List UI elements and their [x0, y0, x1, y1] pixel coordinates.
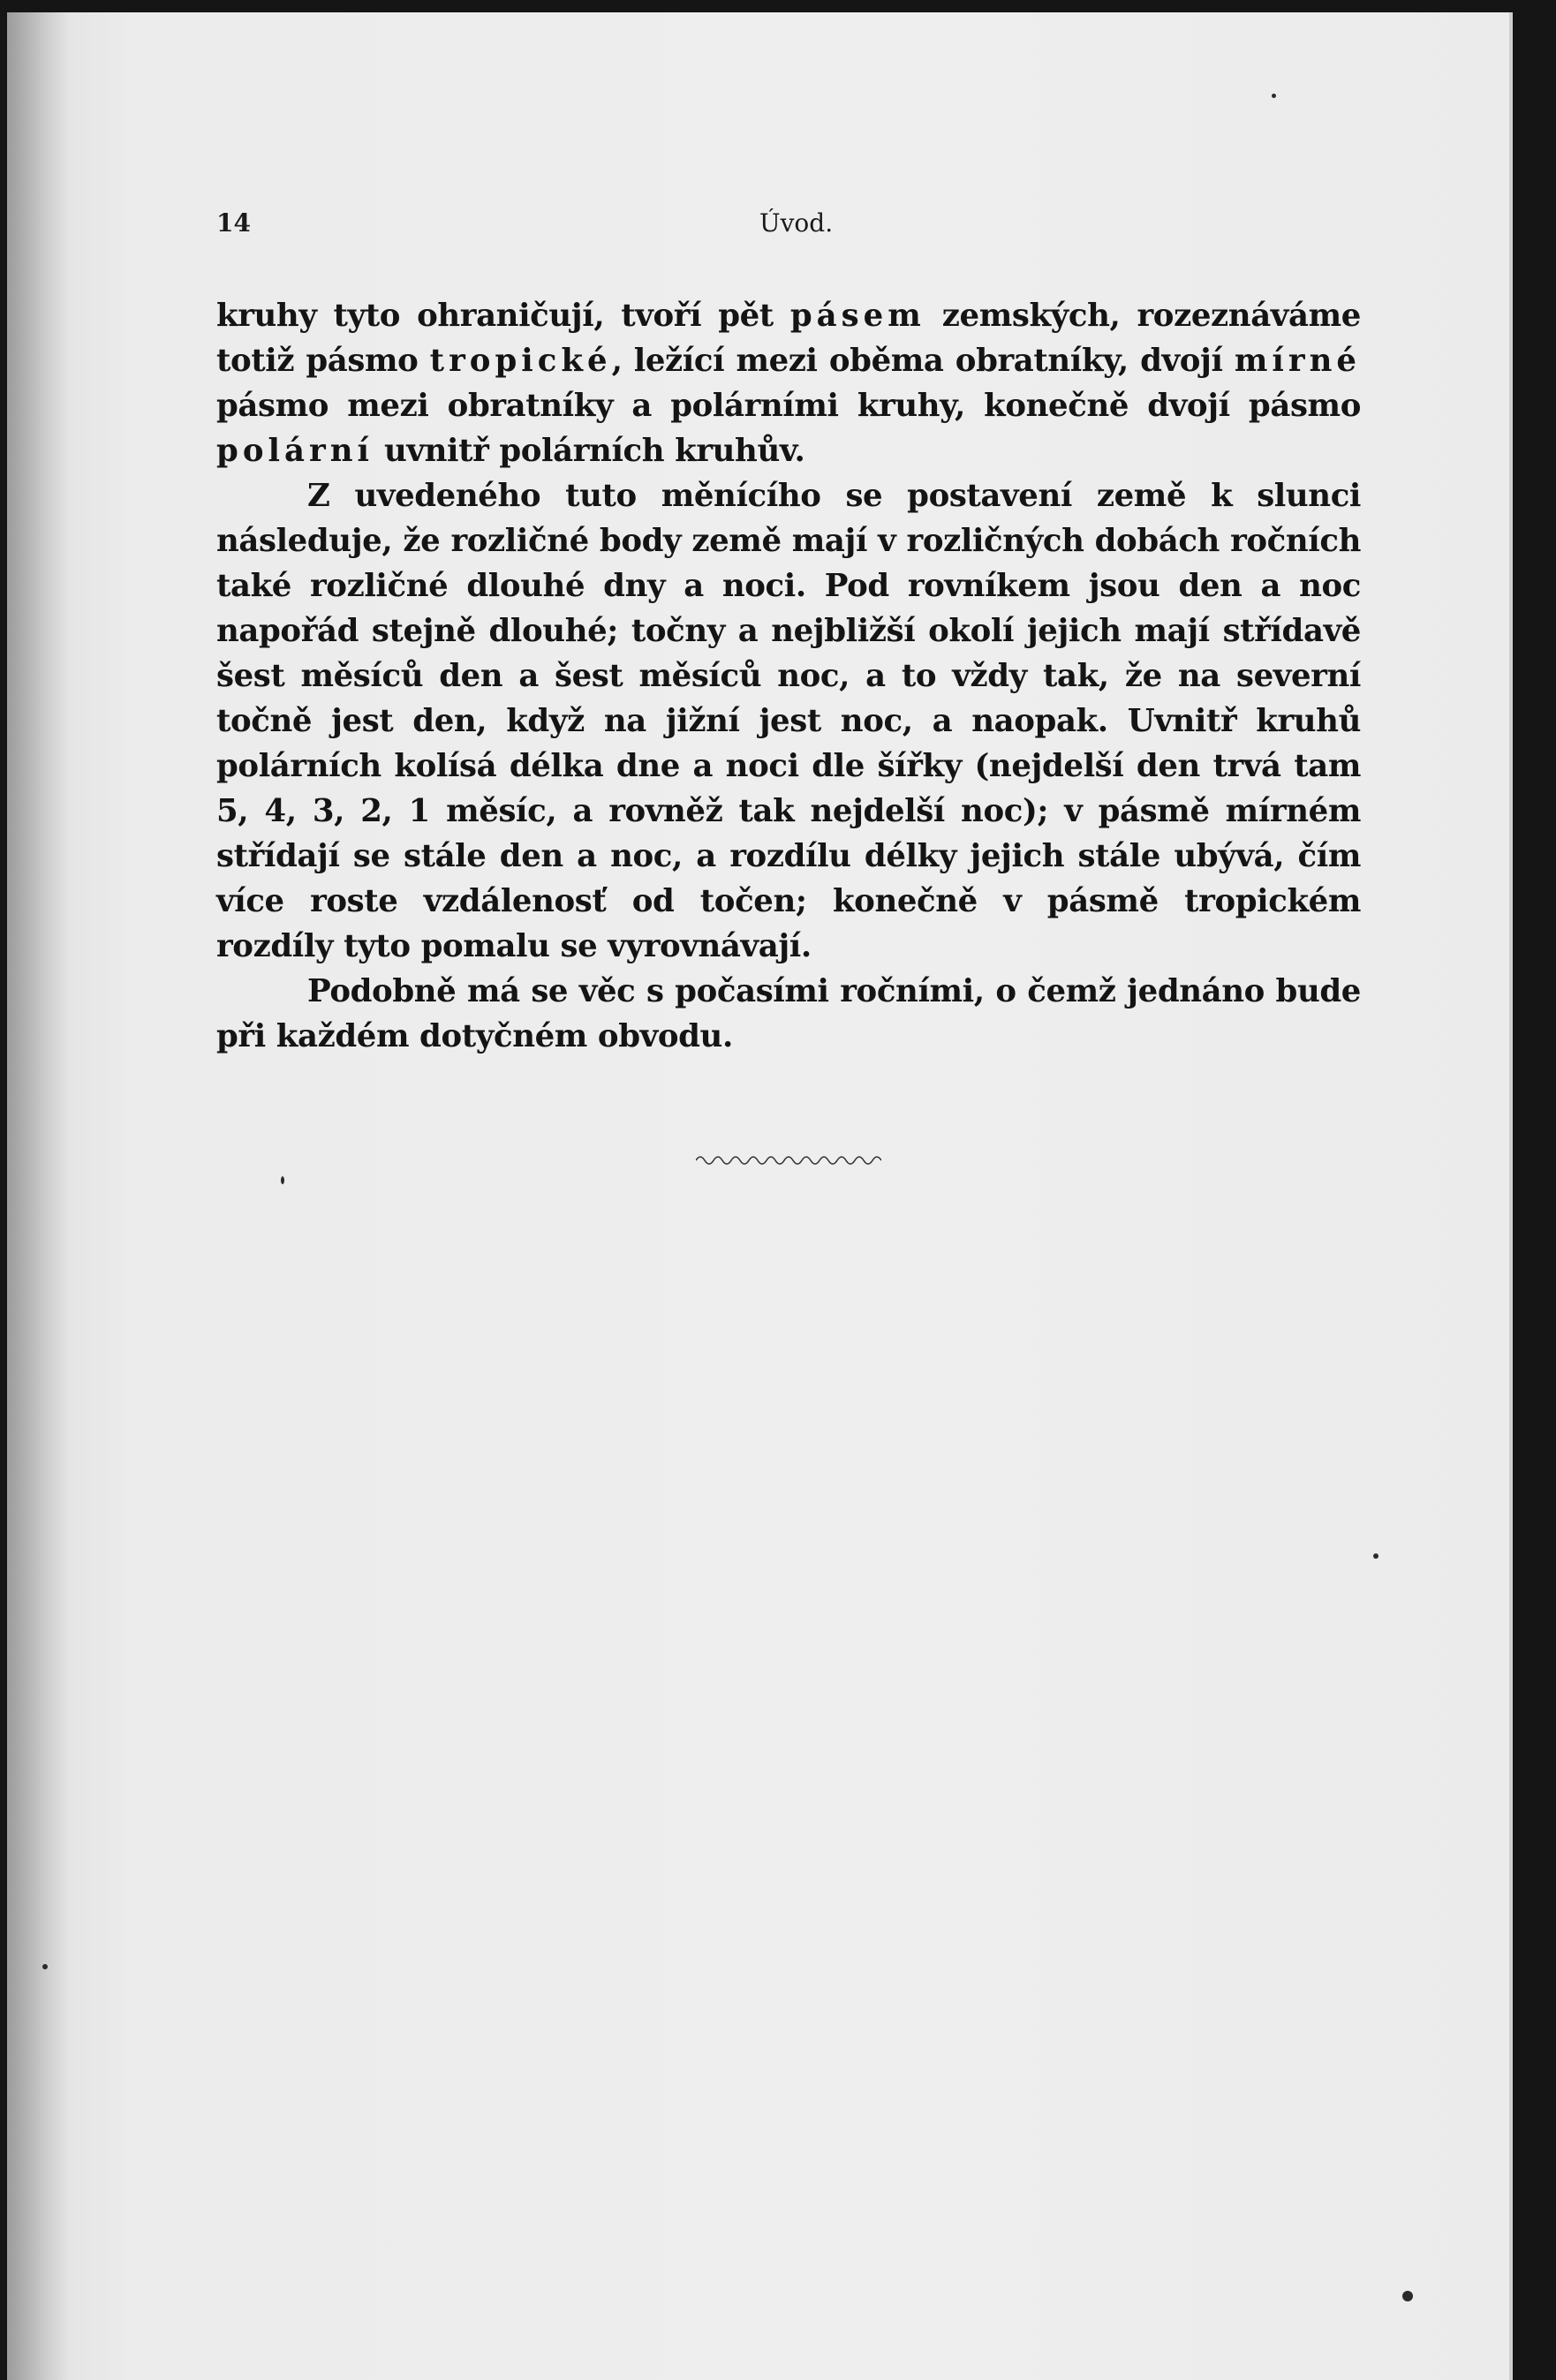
- page-header: [216, 208, 1361, 244]
- page-number: 14: [216, 208, 251, 238]
- text-segment: uvnitř polárních kruhův.: [374, 433, 805, 469]
- text-segment: pásmo mezi obratníky a polárními kruhy, konečně dvojí pásmo: [216, 388, 1361, 424]
- body-text: [216, 293, 1361, 1059]
- paragraph-seasons: Podobně má se věc s počasími ročními, o čemž jednáno bude při každém dotyčném obvodu.: [216, 973, 1361, 1054]
- paragraph-zones: [216, 293, 1361, 473]
- print-speck: [1402, 2291, 1413, 2301]
- emphasis-tropicke: tropické: [429, 343, 612, 379]
- text-segment: kruhy tyto ohraničují, tvoří pět: [216, 298, 790, 334]
- book-page: [7, 12, 1513, 2380]
- paragraph-day-night: Z uvedeného tuto měnícího se postavení země k slunci následuje, že rozličné body země mají v rozličných dobách ročních také rozličné dlouhé dny a noci. Pod rovníkem jsou den a noc napořád stejně dlouhé; točny a nejbližší okolí jejich mají střídavě šest měsíců den a šest měsíců noc, a to vždy tak, že na severní točně jest den, když na jižní jest noc, a naopak. Uvnitř kruhů polárních kolísá délka dne a noci dle šířky (nejdelší den trvá tam 5, 4, 3, 2, 1 měsíc, a rovněž tak nejdelší noc); v pásmě mírném střídají se stále den a noc, a rozdílu délky jejich stále ubývá, čím více roste vzdálenosť od točen; konečně v pásmě tropickém rozdíly tyto pomalu se vyrovnávají.: [216, 478, 1361, 964]
- print-speck: [1373, 1553, 1378, 1559]
- wavy-rule-ornament: [696, 1152, 881, 1167]
- text-segment: , ležící mezi oběma obratníky, dvojí: [611, 343, 1235, 379]
- running-title: Úvod.: [759, 208, 834, 238]
- text-segment: zemských, rozeznáváme totiž pásmo: [216, 298, 1361, 379]
- emphasis-pasem: pásem: [789, 298, 925, 334]
- print-speck: [42, 1964, 48, 1969]
- emphasis-polarni: polární: [216, 433, 374, 469]
- print-speck: [1272, 94, 1276, 98]
- print-speck: [281, 1176, 284, 1184]
- page-edge: [1509, 12, 1513, 2380]
- emphasis-mirne: mírné: [1234, 343, 1361, 379]
